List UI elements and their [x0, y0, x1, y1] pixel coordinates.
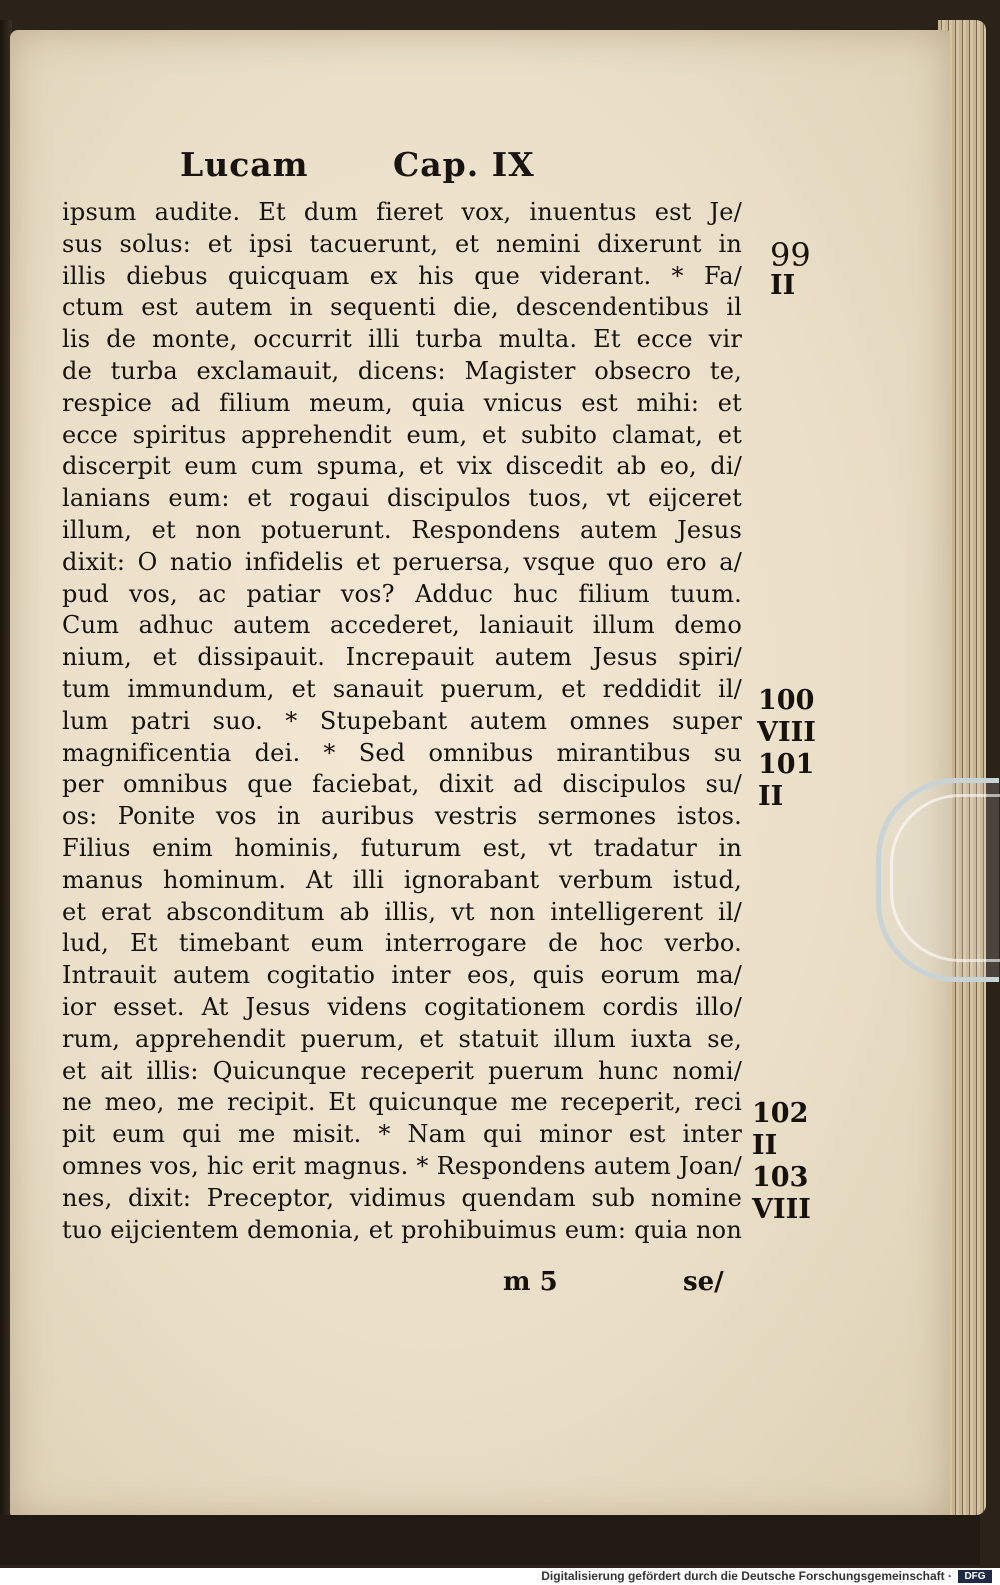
margin-note: 102	[752, 1098, 809, 1129]
text-line: os: Ponite vos in auribus vestris sermones istos.	[62, 802, 742, 831]
text-line: ne meo, me recipit. Et quicunque me receperit, reci	[62, 1088, 742, 1117]
text-line: per omnibus que faciebat, dixit ad discipulos su/	[62, 770, 742, 799]
text-line: et erat absconditum ab illis, vt non intelligerent il/	[62, 897, 742, 926]
text-line: magnificentia dei. * Sed omnibus mirantibus su	[62, 738, 742, 767]
text-line: tum immundum, et sanauit puerum, et reddidit il/	[62, 674, 742, 703]
text-line: ctum est autem in sequenti die, descendentibus il	[62, 293, 742, 322]
text-line: Cum adhuc autem accederet, laniauit illum demo	[62, 611, 742, 640]
margin-note: VIII	[752, 1194, 811, 1225]
margin-note: 99	[770, 236, 811, 274]
text-line: omnes vos, hic erit magnus. * Respondens autem Joan/	[62, 1151, 742, 1180]
text-block	[62, 197, 742, 1246]
page-clip	[876, 778, 1000, 978]
margin-note: II	[758, 781, 784, 812]
text-line: Intrauit autem cogitatio inter eos, quis eorum ma/	[62, 961, 742, 990]
text-line: tuo eijcientem demonia, et prohibuimus eum: quia non	[62, 1215, 742, 1244]
margin-note: II	[770, 270, 796, 301]
text-line: pud vos, ac patiar vos? Adduc huc filium tuum.	[62, 579, 742, 608]
text-line: illum, et non potuerunt. Respondens autem Jesus	[62, 515, 742, 544]
text-line: discerpit eum cum spuma, et vix discedit ab eo, di/	[62, 452, 742, 481]
text-line: de turba exclamauit, dicens: Magister obsecro te,	[62, 356, 742, 385]
text-line: ior esset. At Jesus videns cogitationem cordis illo/	[62, 992, 742, 1021]
text-line: Filius enim hominis, futurum est, vt tradatur in	[62, 833, 742, 862]
margin-note: 101	[758, 749, 815, 780]
text-line: respice ad filium meum, quia vnicus est mihi: et	[62, 388, 742, 417]
text-line: dixit: O natio infidelis et peruersa, vsque quo ero a/	[62, 547, 742, 576]
running-head-right: Cap. IX	[393, 145, 535, 184]
margin-note: 103	[752, 1162, 809, 1193]
running-head-left: Lucam	[180, 145, 309, 184]
clip-highlight	[890, 794, 1000, 962]
margin-note: II	[752, 1130, 778, 1161]
text-line: ecce spiritus apprehendit eum, et subito clamat, et	[62, 420, 742, 449]
text-line: manus hominum. At illi ignorabant verbum istud,	[62, 865, 742, 894]
text-line: lanians eum: et rogaui discipulos tuos, vt eijceret	[62, 484, 742, 513]
footer-credit: Digitalisierung gefördert durch die Deutsche Forschungsgemeinschaft ·	[541, 1569, 952, 1583]
text-line: lis de monte, occurrit illi turba multa. Et ecce vir	[62, 325, 742, 354]
text-line: illis diebus quicquam ex his que viderant. * Fa/	[62, 261, 742, 290]
text-line: nium, et dissipauit. Increpauit autem Jesus spiri/	[62, 643, 742, 672]
text-line: et ait illis: Quicunque receperit puerum hunc nomi/	[62, 1056, 742, 1085]
page-bottom-shadow	[0, 1515, 980, 1565]
text-line: ipsum audite. Et dum fieret vox, inuentus est Je/	[62, 198, 742, 226]
text-line: nes, dixit: Preceptor, vidimus quendam sub nomine	[62, 1183, 742, 1212]
text-line: pit eum qui me misit. * Nam qui minor est inter	[62, 1120, 742, 1149]
footer-bar	[0, 1568, 1000, 1585]
margin-note: VIII	[757, 717, 816, 748]
catchword: se/	[683, 1267, 724, 1297]
text-line: rum, apprehendit puerum, et statuit illum iuxta se,	[62, 1024, 742, 1053]
dfg-logo: DFG	[958, 1570, 992, 1583]
text-line: lum patri suo. * Stupebant autem omnes super	[62, 706, 742, 735]
text-line: sus solus: et ipsi tacuerunt, et nemini dixerunt in	[62, 229, 742, 258]
text-line: lud, Et timebant eum interrogare de hoc verbo.	[62, 929, 742, 958]
margin-note: 100	[758, 685, 815, 716]
signature-mark: m 5	[503, 1267, 558, 1297]
